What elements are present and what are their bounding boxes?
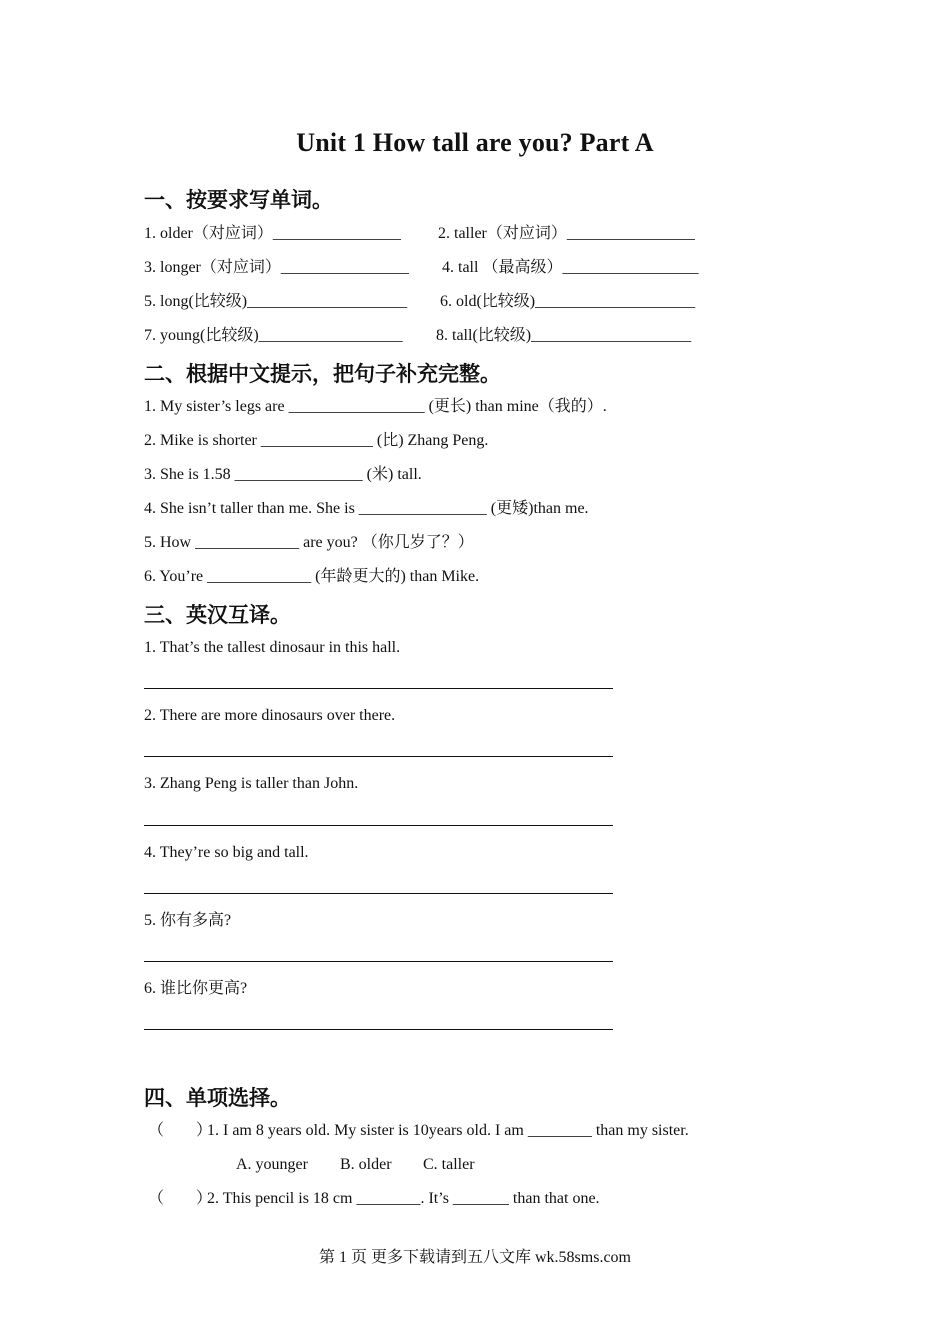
s3-item-3: 3. Zhang Peng is taller than John. [144,775,359,792]
answer-line-5[interactable] [144,961,613,962]
q1-answer-paren[interactable]: （ ） [148,1122,213,1139]
s2-item-4: 4. She isn’t taller than me. She is ________________ (更矮)than me. [144,500,589,517]
s1-item-3: 3. longer（对应词）________________ [144,259,409,276]
s3-item-5: 5. 你有多高? [144,912,232,929]
q1-option-c: C. taller [423,1156,475,1173]
s2-item-3: 3. She is 1.58 ________________ (米) tall. [144,466,422,483]
s1-item-6: 6. old(比较级)____________________ [440,293,696,310]
section2-heading: 二、根据中文提示，把句子补充完整。 [144,362,501,386]
q2-text: 2. This pencil is 18 cm ________. It’s _______ than that one. [207,1190,600,1207]
section1-heading: 一、按要求写单词。 [144,188,333,212]
page-title: Unit 1 How tall are you? Part A [296,128,654,157]
answer-line-1[interactable] [144,688,613,689]
s1-item-7: 7. young(比较级)__________________ [144,327,403,344]
s1-item-2: 2. taller（对应词）________________ [438,225,695,242]
answer-line-3[interactable] [144,825,613,826]
s3-item-4: 4. They’re so big and tall. [144,844,309,861]
s3-item-6: 6. 谁比你更高? [144,980,248,997]
answer-line-6[interactable] [144,1029,613,1030]
s2-item-6: 6. You’re _____________ (年龄更大的) than Mike. [144,568,480,585]
answer-line-4[interactable] [144,893,613,894]
section3-heading: 三、英汉互译。 [144,603,291,627]
s3-item-1: 1. That’s the tallest dinosaur in this hall. [144,639,401,656]
q1-text: 1. I am 8 years old. My sister is 10years old. I am ________ than my sister. [207,1122,689,1139]
section4-heading: 四、单项选择。 [144,1086,291,1110]
s1-item-1: 1. older（对应词）________________ [144,225,401,242]
s3-item-2: 2. There are more dinosaurs over there. [144,707,396,724]
s2-item-2: 2. Mike is shorter ______________ (比) Zhang Peng. [144,432,489,449]
s1-item-4: 4. tall （最高级）_________________ [442,259,699,276]
s1-item-8: 8. tall(比较级)____________________ [436,327,692,344]
answer-line-2[interactable] [144,756,613,757]
page-footer: 第 1 页 更多下载请到五八文库 wk.58sms.com [318,1249,631,1266]
s2-item-1: 1. My sister’s legs are _________________ (更长) than mine（我的）. [144,398,607,415]
q1-option-a: A. younger [236,1156,308,1173]
q2-answer-paren[interactable]: （ ） [148,1190,213,1207]
s2-item-5: 5. How _____________ are you? （你几岁了？） [144,534,474,551]
s1-item-5: 5. long(比较级)____________________ [144,293,408,310]
q1-option-b: B. older [340,1156,392,1173]
